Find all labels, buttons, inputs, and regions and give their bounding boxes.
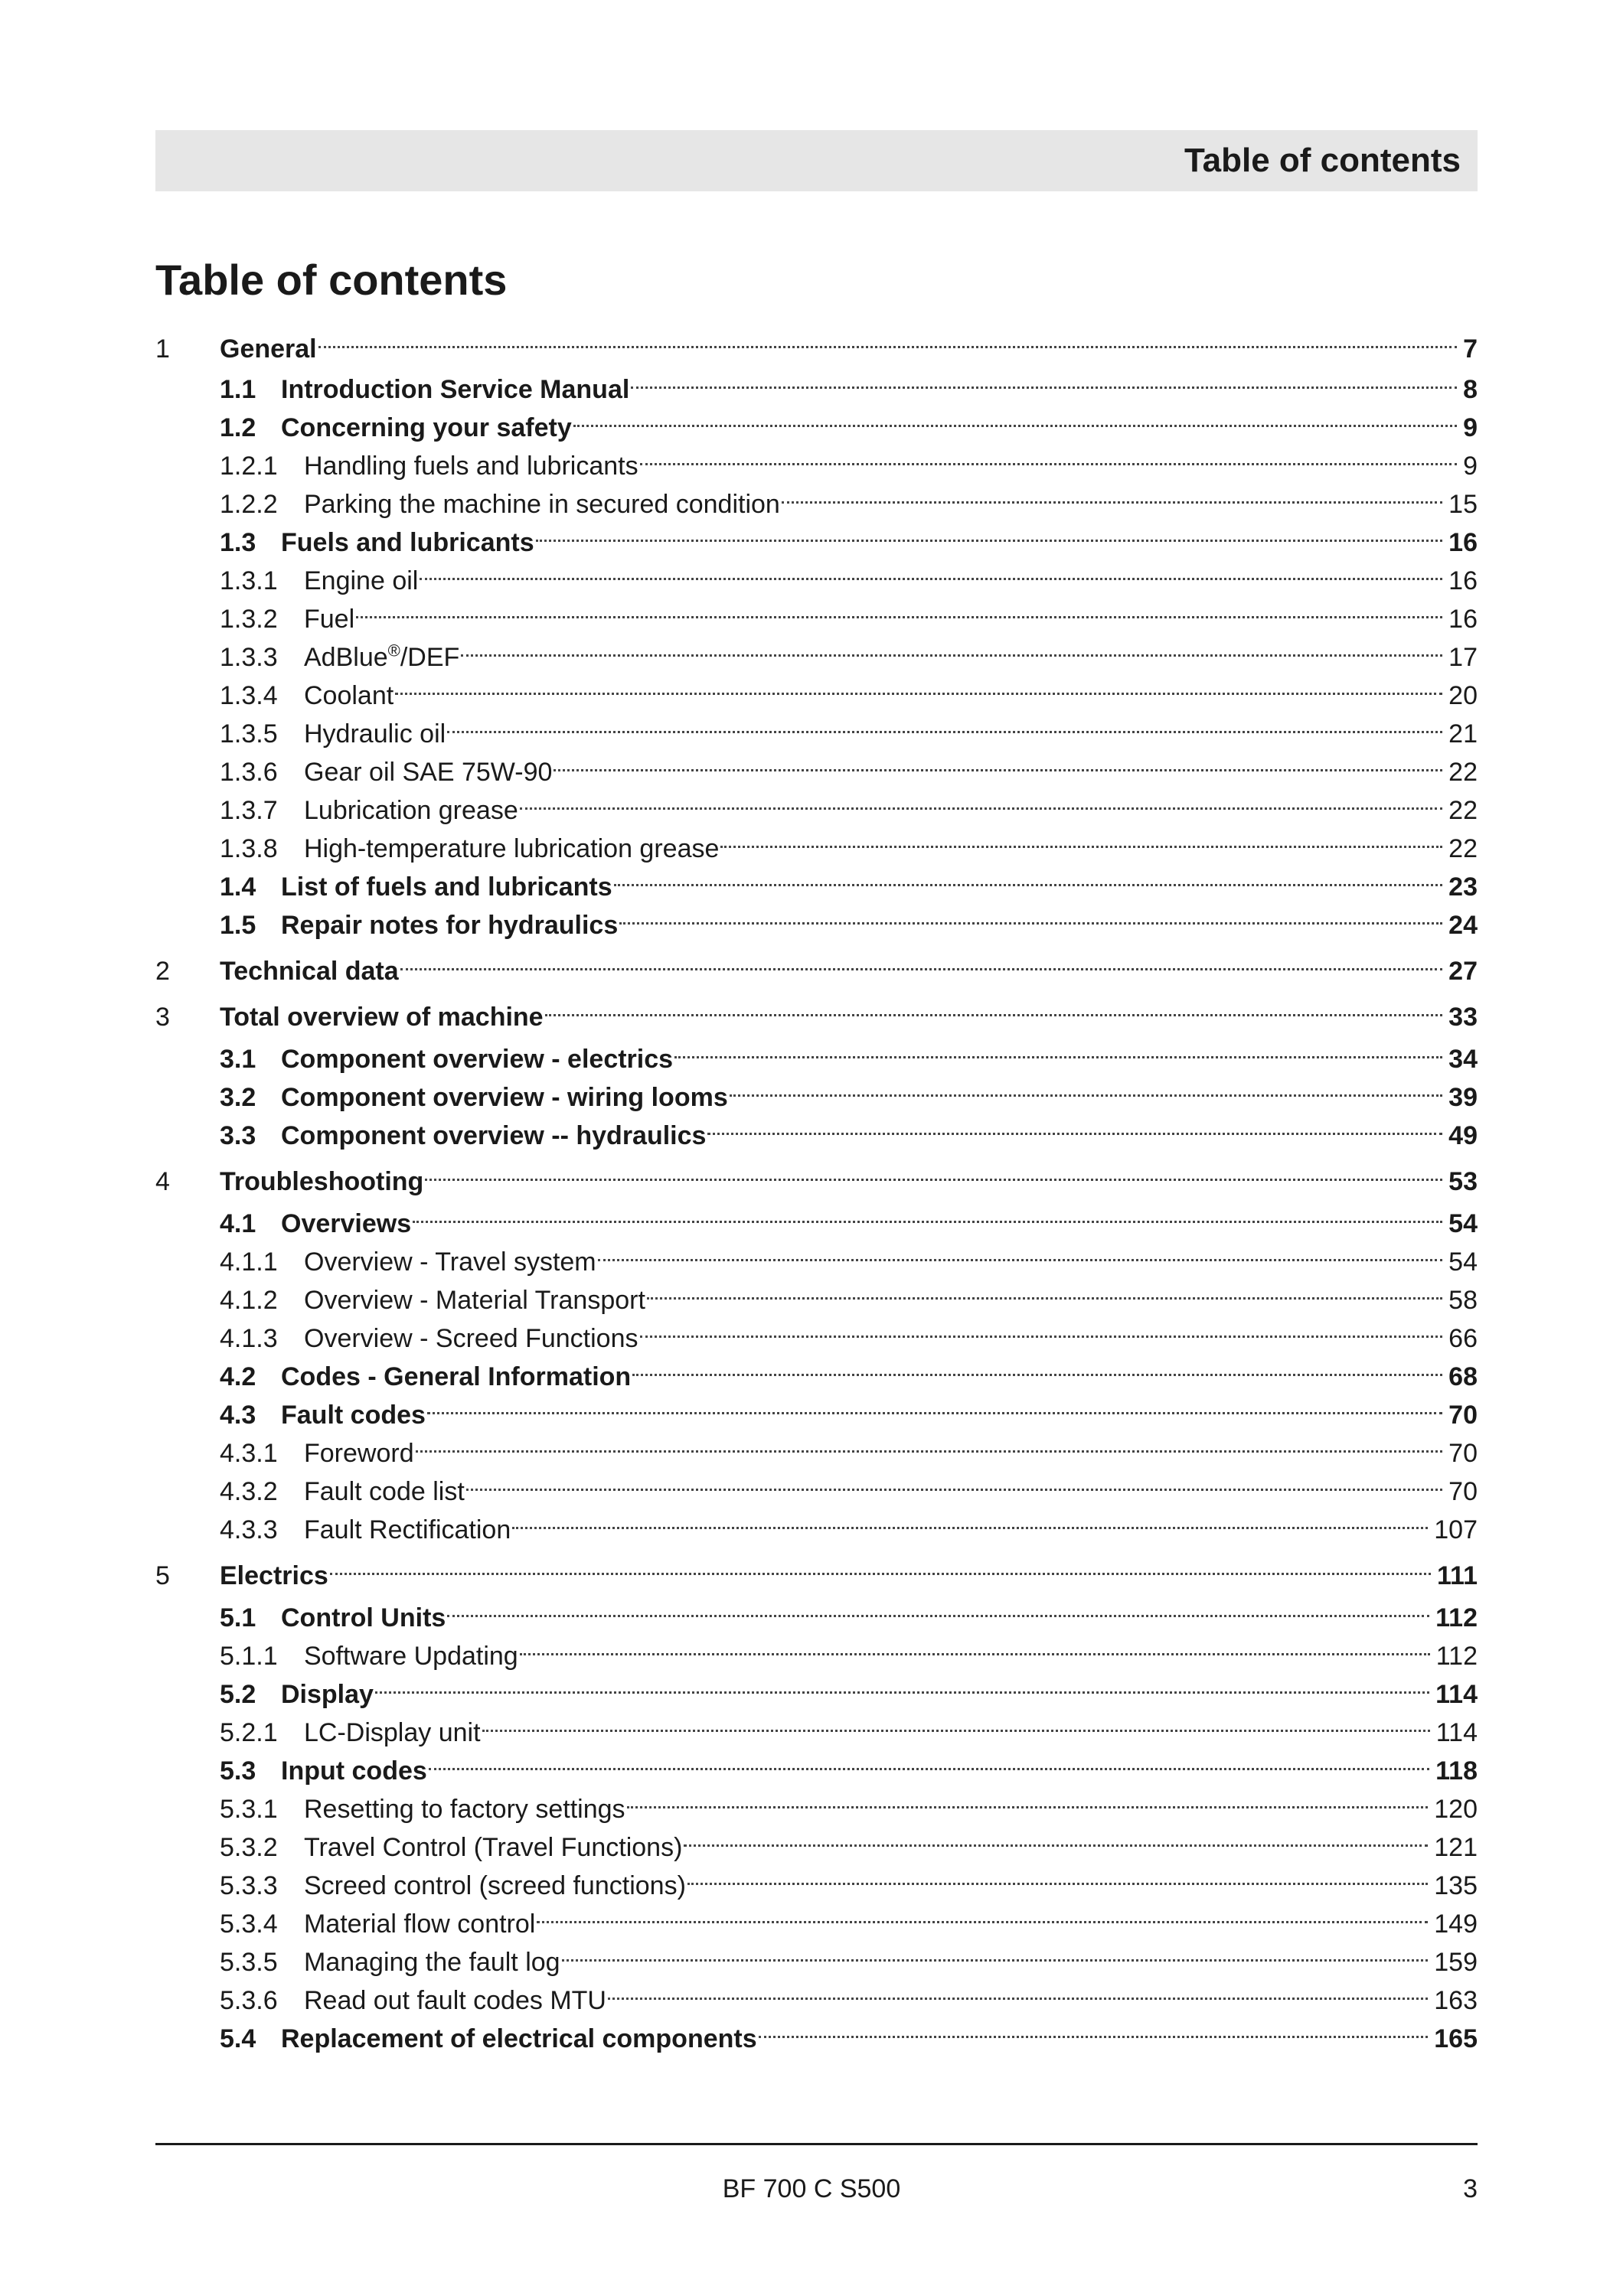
toc-entry-page: 23 [1448, 872, 1478, 902]
toc-entry-title: Gear oil SAE 75W-90 [304, 758, 553, 787]
toc-entry[interactable] [155, 941, 1478, 986]
toc-entry-page: 9 [1463, 452, 1478, 481]
toc-dot-leader [356, 589, 1442, 628]
toc-entry-number: 5.1.1 [220, 1642, 278, 1671]
toc-entry-number: 5.2.1 [220, 1718, 278, 1747]
toc-entry[interactable] [155, 360, 1478, 404]
toc-dot-leader [425, 1152, 1442, 1190]
toc-entry-number: 1.2.1 [220, 452, 278, 481]
toc-dot-leader [520, 781, 1442, 819]
header-title: Table of contents [1184, 142, 1461, 179]
toc-entry[interactable] [155, 1932, 1478, 1977]
page-title: Table of contents [155, 256, 508, 304]
toc-entry-number: 4 [155, 1167, 170, 1196]
toc-entry[interactable] [155, 987, 1478, 1032]
toc-entry-page: 70 [1448, 1477, 1478, 1506]
toc-entry[interactable] [155, 589, 1478, 634]
toc-entry[interactable] [155, 436, 1478, 481]
toc-entry[interactable] [155, 1232, 1478, 1277]
toc-entry-page: 21 [1448, 719, 1478, 748]
toc-dot-leader [554, 742, 1442, 781]
toc-entry-title: Electrics [220, 1561, 328, 1590]
toc-entry-number: 5 [155, 1561, 170, 1590]
toc-dot-leader [782, 475, 1442, 513]
toc-entry-page: 120 [1434, 1795, 1478, 1824]
footer-divider [155, 2143, 1478, 2145]
toc-entry-page: 16 [1448, 605, 1478, 634]
toc-entry-page: 70 [1448, 1439, 1478, 1468]
toc-entry-page: 49 [1448, 1121, 1478, 1150]
toc-entry-title: Introduction Service Manual [281, 375, 630, 404]
toc-entry-page: 66 [1448, 1324, 1478, 1353]
toc-entry-title: Managing the fault log [304, 1948, 560, 1977]
toc-entry-page: 114 [1435, 1718, 1478, 1747]
toc-entry-page: 159 [1434, 1948, 1478, 1977]
toc-entry[interactable] [155, 857, 1478, 902]
toc-entry-page: 33 [1448, 1003, 1478, 1032]
toc-dot-leader [482, 1703, 1430, 1741]
toc-entry-page: 118 [1435, 1756, 1478, 1786]
toc-entry-page: 121 [1434, 1833, 1478, 1862]
toc-entry[interactable] [155, 1385, 1478, 1430]
toc-dot-leader [562, 1932, 1429, 1971]
toc-entry-page: 9 [1463, 413, 1478, 442]
toc-dot-leader [632, 1347, 1442, 1385]
toc-dot-leader [730, 1068, 1442, 1106]
toc-entry[interactable] [155, 1194, 1478, 1238]
toc-entry-title: Fault Rectification [304, 1515, 511, 1544]
toc-entry[interactable] [155, 1971, 1478, 2015]
toc-entry-title: Repair notes for hydraulics [281, 911, 619, 940]
toc-entry-number: 3.3 [220, 1121, 256, 1150]
toc-dot-leader [537, 1894, 1428, 1932]
toc-entry-title: LC-Display unit [304, 1718, 481, 1747]
toc-entry-title: Fault codes [281, 1401, 426, 1430]
toc-entry-number: 1.5 [220, 911, 256, 940]
toc-dot-leader [429, 1741, 1429, 1779]
toc-entry-title: Handling fuels and lubricants [304, 452, 638, 481]
toc-dot-leader [720, 819, 1442, 857]
toc-entry-title: Overviews [281, 1209, 412, 1238]
toc-entry-number: 1.3.7 [220, 796, 278, 825]
toc-dot-leader [512, 1500, 1428, 1538]
toc-dot-leader [640, 436, 1457, 475]
toc-entry-number: 4.2 [220, 1362, 256, 1391]
toc-entry[interactable] [155, 1106, 1478, 1150]
toc-entry-number: 5.3 [220, 1756, 256, 1786]
toc-entry[interactable] [155, 819, 1478, 863]
toc-entry-title: Screed control (screed functions) [304, 1871, 686, 1900]
toc-entry-page: 7 [1463, 334, 1478, 364]
toc-entry-title: Engine oil [304, 566, 419, 595]
toc-dot-leader [687, 1856, 1428, 1894]
toc-entry-title: Coolant [304, 681, 394, 710]
toc-entry-number: 4.3.3 [220, 1515, 278, 1544]
toc-entry-title: Resetting to factory settings [304, 1795, 625, 1824]
toc-entry-title: List of fuels and lubricants [281, 872, 612, 902]
toc-entry[interactable] [155, 1029, 1478, 1074]
toc-entry[interactable] [155, 319, 1478, 364]
toc-entry-title: Foreword [304, 1439, 414, 1468]
toc-entry-title: Fuels and lubricants [281, 528, 534, 557]
toc-entry[interactable] [155, 1665, 1478, 1709]
toc-entry[interactable] [155, 551, 1478, 595]
toc-entry[interactable] [155, 666, 1478, 710]
toc-entry-number: 4.3.1 [220, 1439, 278, 1468]
toc-entry-title: Replacement of electrical components [281, 2024, 757, 2053]
toc-entry-page: 165 [1434, 2024, 1478, 2053]
toc-dot-leader [598, 1232, 1443, 1270]
toc-dot-leader [447, 704, 1442, 742]
toc-entry[interactable] [155, 475, 1478, 519]
toc-entry-number: 1.3.2 [220, 605, 278, 634]
toc-entry-page: 111 [1437, 1561, 1478, 1590]
toc-entry-page: 114 [1435, 1680, 1478, 1709]
toc-entry[interactable] [155, 2009, 1478, 2053]
toc-entry-number: 5.3.4 [220, 1910, 278, 1939]
toc-entry-title: Fuel [304, 605, 355, 634]
toc-dot-leader [647, 1270, 1442, 1309]
toc-entry-number: 1.2 [220, 413, 256, 442]
toc-entry[interactable] [155, 742, 1478, 787]
toc-entry[interactable] [155, 1424, 1478, 1468]
toc-entry-page: 135 [1434, 1871, 1478, 1900]
toc-entry-title: Troubleshooting [220, 1167, 424, 1196]
toc-entry-page: 16 [1448, 566, 1478, 595]
toc-entry-number: 1.3 [220, 528, 256, 557]
toc-entry-number: 1.3.5 [220, 719, 278, 748]
toc-entry-page: 54 [1448, 1209, 1478, 1238]
toc-dot-leader [395, 666, 1442, 704]
toc-dot-leader [674, 1029, 1442, 1068]
toc-entry[interactable] [155, 1856, 1478, 1900]
toc-entry-number: 4.3 [220, 1401, 256, 1430]
toc-dot-leader [759, 2009, 1429, 2047]
toc-entry-page: 163 [1434, 1986, 1478, 2015]
toc-entry-number: 5.3.3 [220, 1871, 278, 1900]
toc-entry-title: Component overview -- hydraulics [281, 1121, 707, 1150]
toc-entry-title: Read out fault codes MTU [304, 1986, 606, 2015]
toc-entry-title: Component overview - electrics [281, 1045, 674, 1074]
toc-entry[interactable] [155, 628, 1478, 672]
toc-entry-number: 4.1.1 [220, 1247, 278, 1277]
toc-entry-number: 2 [155, 957, 170, 986]
toc-entry-page: 107 [1434, 1515, 1478, 1544]
toc-entry-title: Travel Control (Travel Functions) [304, 1833, 683, 1862]
toc-entry-page: 22 [1448, 796, 1478, 825]
toc-entry-page: 8 [1463, 375, 1478, 404]
toc-dot-leader [520, 1626, 1430, 1665]
toc-entry-number: 1 [155, 334, 170, 364]
toc-dot-leader [318, 319, 1457, 357]
toc-entry-number: 1.3.6 [220, 758, 278, 787]
toc-entry[interactable] [155, 1500, 1478, 1544]
toc-entry-title: Component overview - wiring looms [281, 1083, 728, 1112]
toc-dot-leader [619, 895, 1442, 934]
toc-entry[interactable] [155, 1703, 1478, 1747]
toc-dot-leader [614, 857, 1443, 895]
toc-entry[interactable] [155, 1741, 1478, 1786]
toc-entry-page: 22 [1448, 834, 1478, 863]
toc-entry-number: 4.1.3 [220, 1324, 278, 1353]
toc-entry-number: 3.2 [220, 1083, 256, 1112]
toc-entry-number: 5.1 [220, 1603, 256, 1632]
toc-entry-title: Display [281, 1680, 374, 1709]
toc-entry-number: 5.3.6 [220, 1986, 278, 2015]
toc-entry-page: 27 [1448, 957, 1478, 986]
toc-entry-number: 4.1 [220, 1209, 256, 1238]
footer-document-name: BF 700 C S500 [722, 2174, 901, 2203]
toc-dot-leader [420, 551, 1442, 589]
toc-entry[interactable] [155, 1152, 1478, 1196]
toc-entry[interactable] [155, 1588, 1478, 1632]
toc-dot-leader [640, 1309, 1443, 1347]
toc-entry-title: Overview - Material Transport [304, 1286, 645, 1315]
toc-entry[interactable] [155, 1779, 1478, 1824]
toc-entry-page: 54 [1448, 1247, 1478, 1277]
toc-dot-leader [627, 1779, 1429, 1818]
toc-entry-title: Overview - Screed Functions [304, 1324, 638, 1353]
toc-entry-title: Input codes [281, 1756, 427, 1786]
toc-entry[interactable] [155, 1626, 1478, 1671]
toc-entry-page: 58 [1448, 1286, 1478, 1315]
toc-entry-number: 3.1 [220, 1045, 256, 1074]
toc-dot-leader [684, 1818, 1428, 1856]
toc-entry-title: Concerning your safety [281, 413, 572, 442]
toc-entry-number: 5.3.2 [220, 1833, 278, 1862]
toc-dot-leader [416, 1424, 1443, 1462]
toc-entry-number: 1.3.4 [220, 681, 278, 710]
toc-entry-number: 5.3.1 [220, 1795, 278, 1824]
toc-entry-number: 5.3.5 [220, 1948, 278, 1977]
toc-entry-title: General [220, 334, 317, 364]
toc-entry[interactable] [155, 1347, 1478, 1391]
toc-entry-title: Software Updating [304, 1642, 518, 1671]
toc-entry-title: Control Units [281, 1603, 446, 1632]
toc-entry[interactable] [155, 1818, 1478, 1862]
toc-entry-number: 1.2.2 [220, 490, 278, 519]
toc-entry[interactable] [155, 1309, 1478, 1353]
toc-dot-leader [400, 941, 1443, 980]
toc-entry-page: 22 [1448, 758, 1478, 787]
toc-entry[interactable] [155, 781, 1478, 825]
toc-dot-leader [707, 1106, 1442, 1144]
toc-dot-leader [447, 1588, 1429, 1626]
toc-dot-leader [427, 1385, 1442, 1424]
toc-entry[interactable] [155, 513, 1478, 557]
toc-entry-title: High-temperature lubrication grease [304, 834, 720, 863]
toc-entry-number: 5.4 [220, 2024, 256, 2053]
toc-entry-number: 4.1.2 [220, 1286, 278, 1315]
toc-entry-title: Total overview of machine [220, 1003, 544, 1032]
toc-entry-number: 1.4 [220, 872, 256, 902]
toc-entry-number: 5.2 [220, 1680, 256, 1709]
toc-entry-page: 17 [1448, 643, 1478, 672]
toc-entry-page: 15 [1448, 490, 1478, 519]
footer-page-number: 3 [1463, 2174, 1478, 2203]
toc-dot-leader [461, 628, 1442, 666]
toc-entry[interactable] [155, 895, 1478, 940]
toc-entry-title: Codes - General Information [281, 1362, 632, 1391]
toc-entry-title: Technical data [220, 957, 399, 986]
toc-dot-leader [413, 1194, 1442, 1232]
toc-dot-leader [545, 987, 1443, 1026]
table-of-contents [155, 0, 1478, 2296]
toc-entry-title: Hydraulic oil [304, 719, 446, 748]
toc-dot-leader [573, 398, 1457, 436]
toc-entry-page: 149 [1434, 1910, 1478, 1939]
toc-entry-number: 3 [155, 1003, 170, 1032]
toc-entry-page: 112 [1435, 1642, 1478, 1671]
toc-entry-title: Overview - Travel system [304, 1247, 596, 1277]
toc-entry-page: 39 [1448, 1083, 1478, 1112]
toc-entry-number: 1.3.3 [220, 643, 278, 672]
toc-entry[interactable] [155, 1462, 1478, 1506]
toc-entry-page: 112 [1435, 1603, 1478, 1632]
toc-entry-page: 16 [1448, 528, 1478, 557]
toc-entry-number: 1.3.1 [220, 566, 278, 595]
toc-entry-page: 20 [1448, 681, 1478, 710]
toc-entry[interactable] [155, 1068, 1478, 1112]
toc-dot-leader [536, 513, 1443, 551]
toc-entry-title: Material flow control [304, 1910, 536, 1939]
toc-entry-title: Parking the machine in secured condition [304, 490, 780, 519]
toc-entry-number: 1.1 [220, 375, 256, 404]
toc-dot-leader [608, 1971, 1428, 2009]
toc-entry-number: 4.3.2 [220, 1477, 278, 1506]
toc-entry[interactable] [155, 1546, 1478, 1590]
toc-dot-leader [375, 1665, 1429, 1703]
toc-entry-title: Lubrication grease [304, 796, 518, 825]
toc-entry-title: Fault code list [304, 1477, 465, 1506]
toc-entry-page: 53 [1448, 1167, 1478, 1196]
toc-entry-page: 34 [1448, 1045, 1478, 1074]
toc-entry-page: 68 [1448, 1362, 1478, 1391]
toc-entry-page: 70 [1448, 1401, 1478, 1430]
toc-entry[interactable] [155, 704, 1478, 748]
toc-entry-title: AdBlue®/DEF [304, 641, 460, 672]
toc-entry-page: 24 [1448, 911, 1478, 940]
toc-entry[interactable] [155, 1894, 1478, 1939]
toc-dot-leader [330, 1546, 1431, 1584]
toc-entry-number: 1.3.8 [220, 834, 278, 863]
toc-entry[interactable] [155, 1270, 1478, 1315]
toc-entry[interactable] [155, 398, 1478, 442]
toc-dot-leader [631, 360, 1457, 398]
toc-dot-leader [466, 1462, 1442, 1500]
